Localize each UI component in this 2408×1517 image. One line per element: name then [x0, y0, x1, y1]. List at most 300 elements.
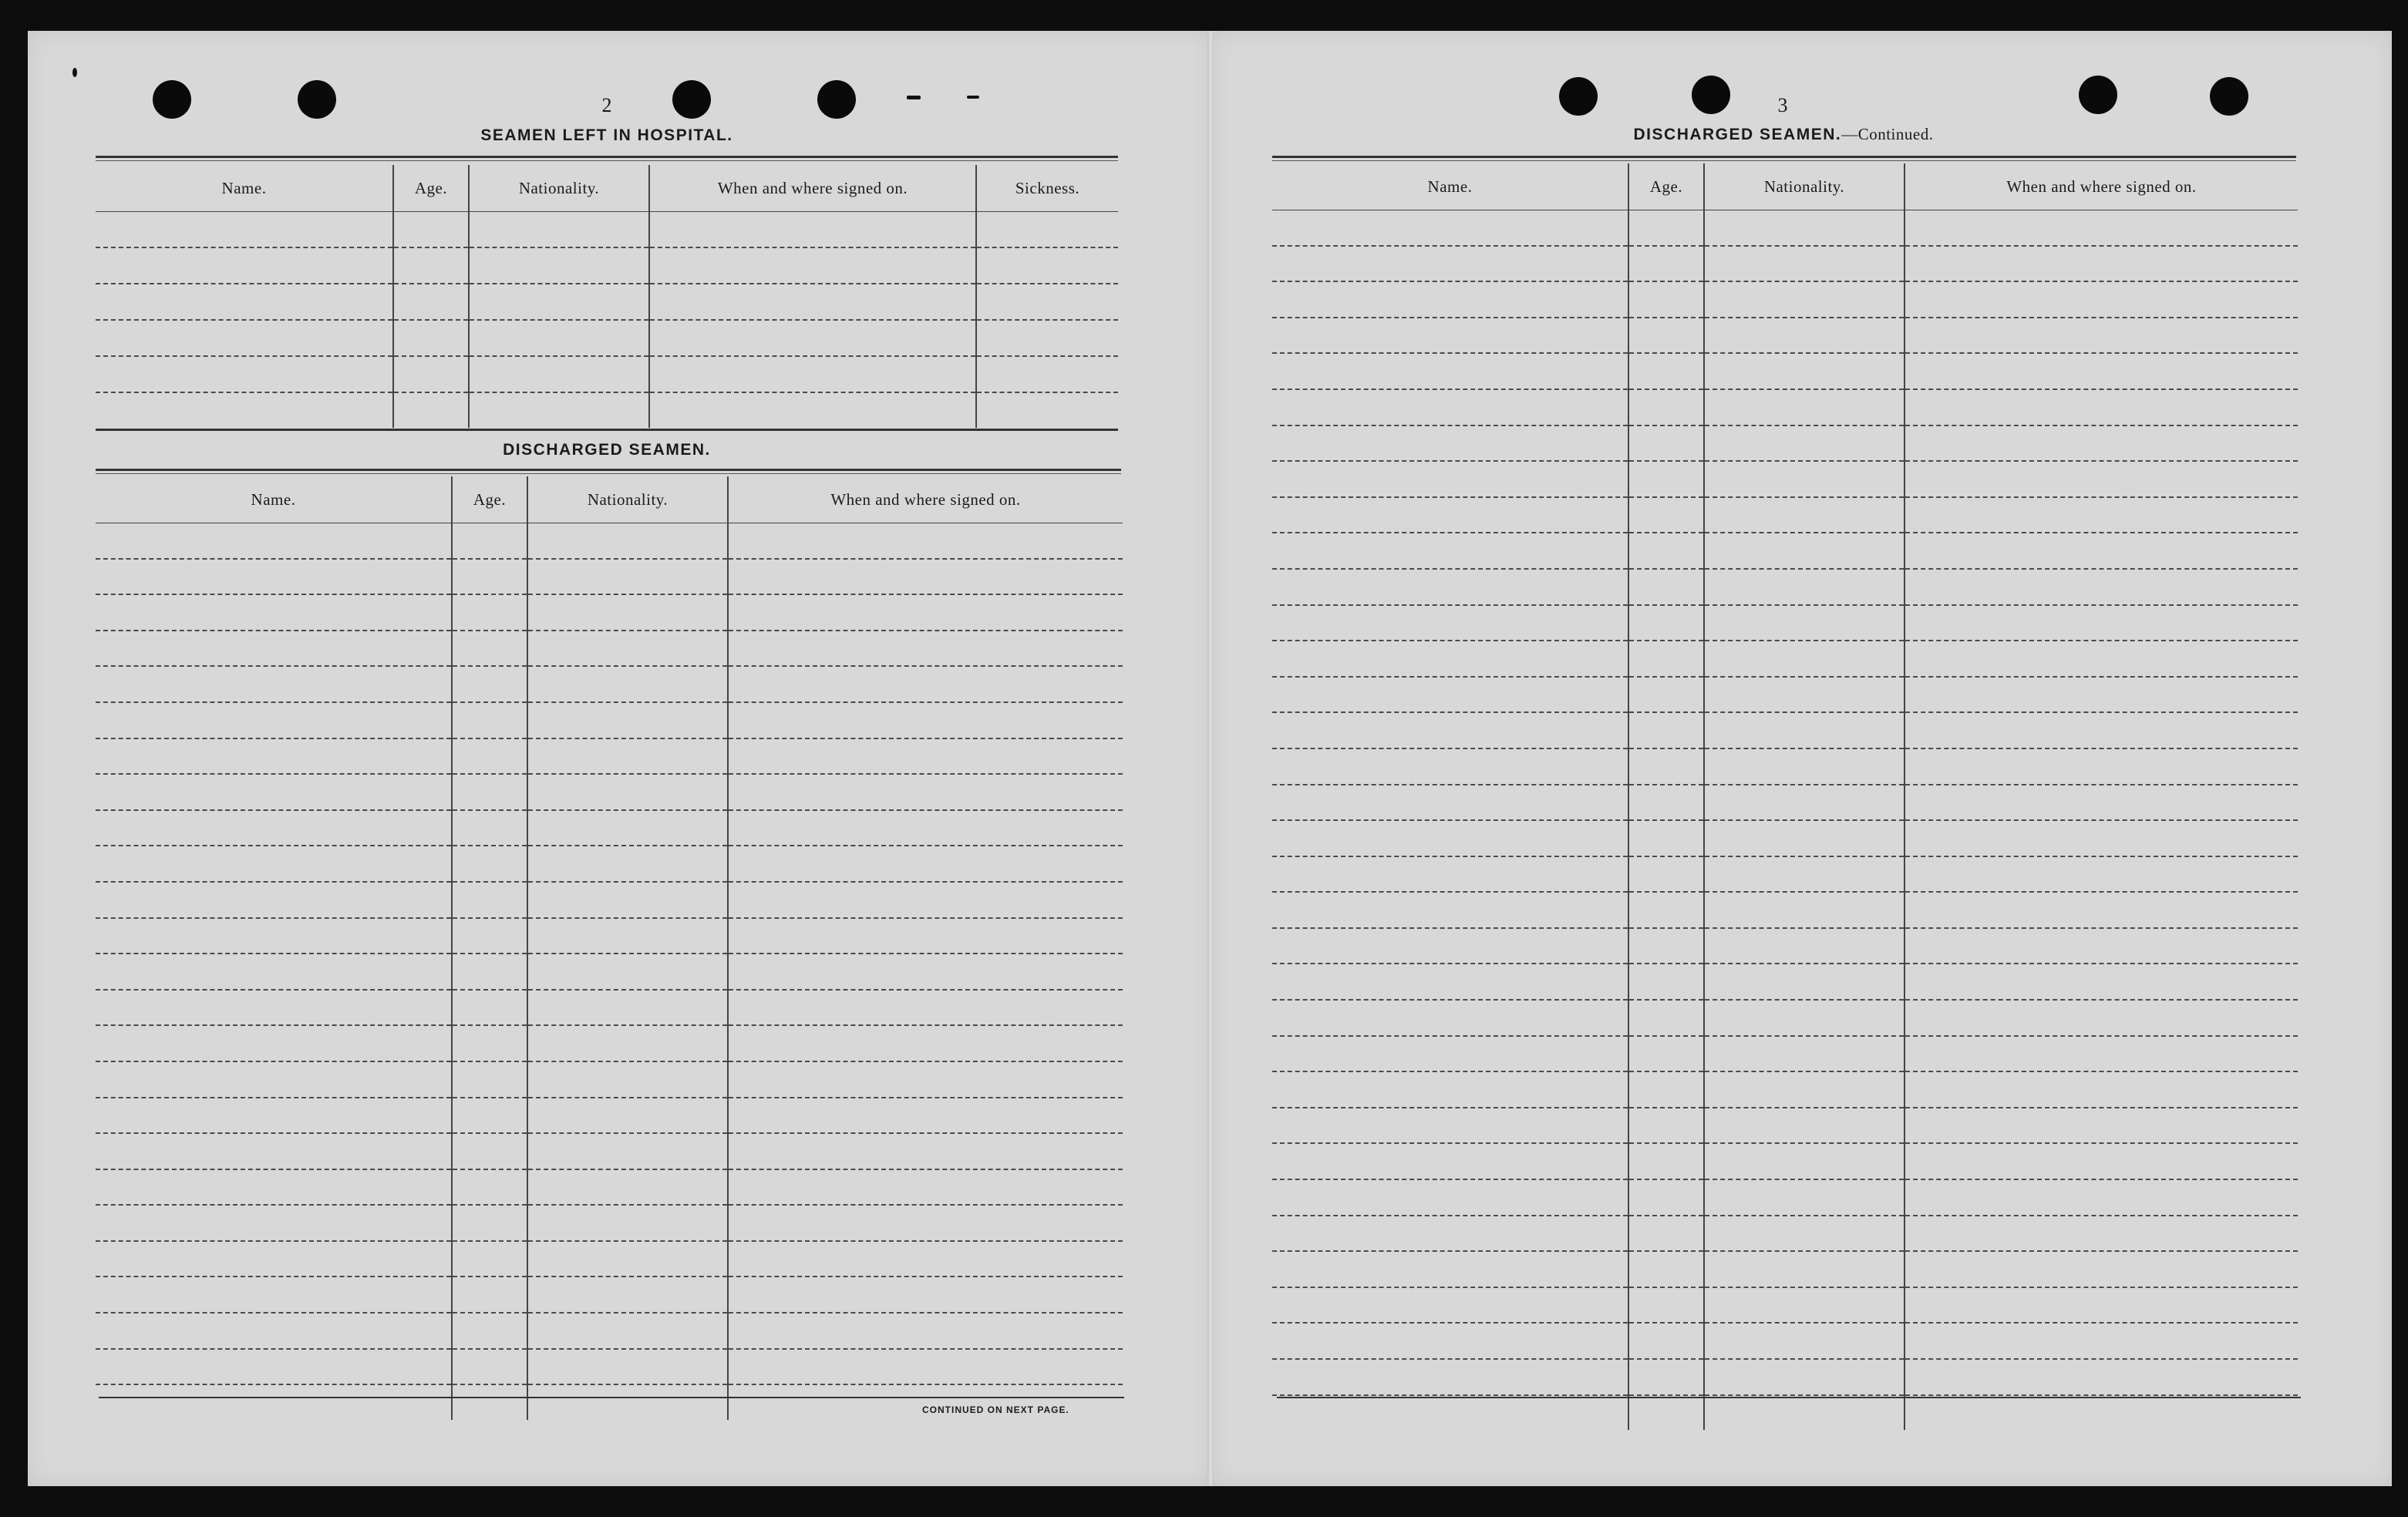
table-cell: [1905, 389, 2298, 426]
table-row: [1272, 1071, 2298, 1108]
table-cell: [452, 1241, 527, 1277]
column-header-name: Name.: [96, 165, 393, 212]
table-cell: [393, 356, 469, 392]
table-cell: [1704, 1395, 1905, 1431]
table-cell: [1272, 1179, 1628, 1216]
table-cell: [452, 774, 527, 810]
footer-rule: [99, 1397, 1124, 1398]
table-cell: [1272, 1108, 1628, 1144]
table-cell: [527, 1241, 728, 1277]
table-cell: [1704, 389, 1905, 426]
table-cell: [452, 1025, 527, 1061]
page-number: 3: [1777, 94, 1788, 116]
table-cell: [1628, 856, 1704, 893]
table-cell: [1704, 210, 1905, 246]
table-row: [1272, 210, 2298, 246]
table-cell: [527, 738, 728, 775]
table-cell: [96, 990, 452, 1026]
table-cell: [527, 774, 728, 810]
table-cell: [452, 559, 527, 595]
table-cell: [96, 738, 452, 775]
table-cell: [1704, 426, 1905, 462]
table-row: [1272, 748, 2298, 785]
table-row: [1272, 964, 2298, 1000]
table-row: [96, 559, 1123, 595]
table-cell: [527, 702, 728, 738]
table-cell: [96, 392, 393, 428]
table-cell: [1628, 1071, 1704, 1108]
table-cell: [452, 1133, 527, 1169]
section-title-text: DISCHARGED SEAMEN.: [1633, 126, 1842, 143]
table-cell: [393, 247, 469, 284]
table-cell: [1905, 1000, 2298, 1036]
table-cell: [96, 918, 452, 954]
table-cell: [1704, 1179, 1905, 1216]
table-cell: [1905, 1359, 2298, 1395]
table-cell: [1628, 353, 1704, 389]
table-cell: [1272, 210, 1628, 246]
table-row: [96, 846, 1123, 882]
table-cell: [452, 1205, 527, 1241]
table-cell: [1905, 569, 2298, 605]
table-cell: [1905, 1036, 2298, 1072]
table-row: [96, 594, 1123, 631]
table-cell: [728, 594, 1123, 631]
table-cell: [728, 1025, 1123, 1061]
table-cell: [1272, 820, 1628, 856]
table-cell: [728, 774, 1123, 810]
table-cell: [976, 392, 1118, 428]
table-cell: [1905, 1323, 2298, 1359]
table-row: [1272, 533, 2298, 569]
table-cell: [452, 810, 527, 846]
table-cell: [976, 284, 1118, 320]
discharged-table-left: [96, 476, 1123, 1420]
table-cell: [1272, 426, 1628, 462]
table-cell: [527, 1276, 728, 1313]
table-cell: [469, 212, 649, 248]
table-row: [1272, 785, 2298, 821]
table-cell: [527, 1384, 728, 1420]
table-cell: [1628, 1323, 1704, 1359]
table-cell: [96, 212, 393, 248]
column-header-nationality: Nationality.: [527, 476, 728, 523]
section-rule: [1272, 160, 2296, 161]
table-cell: [1272, 856, 1628, 893]
table-cell: [1905, 353, 2298, 389]
table-cell: [1272, 353, 1628, 389]
section-rule: [96, 469, 1121, 471]
table-row: [1272, 1036, 2298, 1072]
table-cell: [1272, 246, 1628, 282]
table-cell: [728, 918, 1123, 954]
table-cell: [96, 594, 452, 631]
section-rule: [96, 156, 1118, 158]
table-row: [96, 1313, 1123, 1349]
table-row: [96, 212, 1118, 248]
table-cell: [1628, 426, 1704, 462]
table-cell: [1704, 712, 1905, 748]
table-cell: [1272, 318, 1628, 354]
table-cell: [976, 247, 1118, 284]
table-cell: [1704, 353, 1905, 389]
table-cell: [1628, 928, 1704, 964]
table-row: [1272, 1179, 2298, 1216]
table-cell: [1272, 1251, 1628, 1287]
table-row: [96, 1169, 1123, 1206]
table-cell: [1704, 246, 1905, 282]
table-cell: [96, 702, 452, 738]
punch-hole: [2079, 76, 2117, 114]
table-row: [96, 810, 1123, 846]
column-header-signed-on: When and where signed on.: [1905, 163, 2298, 210]
table-cell: [976, 320, 1118, 356]
table-cell: [1905, 1251, 2298, 1287]
table-row: [96, 1133, 1123, 1169]
column-header-age: Age.: [1628, 163, 1704, 210]
table-cell: [452, 523, 527, 559]
table-cell: [1905, 1108, 2298, 1144]
table-row: [96, 954, 1123, 990]
table-cell: [1704, 1359, 1905, 1395]
table-cell: [1272, 1323, 1628, 1359]
table-row: [96, 356, 1118, 392]
section-rule: [1272, 156, 2296, 158]
table-cell: [1704, 1036, 1905, 1072]
table-cell: [96, 1276, 452, 1313]
table-cell: [1628, 712, 1704, 748]
table-cell: [1272, 1071, 1628, 1108]
table-row: [1272, 1395, 2298, 1431]
page-gutter: [1207, 31, 1214, 1486]
table-row: [1272, 246, 2298, 282]
table-cell: [96, 1133, 452, 1169]
table-cell: [1905, 964, 2298, 1000]
table-cell: [1905, 318, 2298, 354]
table-cell: [1628, 1287, 1704, 1324]
table-cell: [1628, 964, 1704, 1000]
table-cell: [1704, 928, 1905, 964]
table-cell: [728, 1205, 1123, 1241]
table-cell: [1905, 281, 2298, 318]
table-cell: [1272, 785, 1628, 821]
table-cell: [728, 631, 1123, 667]
table-row: [96, 320, 1118, 356]
table-cell: [1905, 461, 2298, 497]
table-cell: [1704, 964, 1905, 1000]
table-cell: [1272, 605, 1628, 641]
table-cell: [96, 1205, 452, 1241]
ink-speck: [72, 68, 77, 77]
table-cell: [1704, 281, 1905, 318]
table-cell: [527, 882, 728, 918]
table-cell: [1628, 1143, 1704, 1179]
table-cell: [728, 990, 1123, 1026]
table-cell: [1905, 497, 2298, 533]
table-cell: [649, 320, 976, 356]
column-header-nationality: Nationality.: [1704, 163, 1905, 210]
table-cell: [527, 990, 728, 1026]
table-cell: [452, 738, 527, 775]
table-cell: [393, 284, 469, 320]
table-cell: [1905, 785, 2298, 821]
table-row: [96, 1276, 1123, 1313]
table-cell: [452, 666, 527, 702]
table-cell: [728, 882, 1123, 918]
table-cell: [728, 523, 1123, 559]
table-cell: [1272, 497, 1628, 533]
punch-hole: [2210, 77, 2248, 116]
footer-rule: [1277, 1397, 2301, 1398]
table-row: [1272, 353, 2298, 389]
table-cell: [469, 247, 649, 284]
table-row: [1272, 1143, 2298, 1179]
punch-hole: [298, 80, 336, 119]
table-cell: [96, 882, 452, 918]
table-cell: [1272, 1287, 1628, 1324]
table-cell: [527, 666, 728, 702]
section-title-discharged: DISCHARGED SEAMEN.: [503, 441, 711, 459]
table-cell: [527, 1098, 728, 1134]
table-cell: [1628, 569, 1704, 605]
table-row: [1272, 820, 2298, 856]
table-cell: [1905, 1287, 2298, 1324]
table-row: [96, 1098, 1123, 1134]
table-row: [96, 523, 1123, 559]
table-cell: [1628, 461, 1704, 497]
table-cell: [1272, 389, 1628, 426]
table-cell: [452, 882, 527, 918]
table-row: [1272, 928, 2298, 964]
table-cell: [1905, 1143, 2298, 1179]
table-cell: [1628, 281, 1704, 318]
table-cell: [728, 559, 1123, 595]
table-cell: [452, 990, 527, 1026]
table-cell: [527, 810, 728, 846]
table-cell: [1628, 641, 1704, 677]
table-cell: [1628, 497, 1704, 533]
table-row: [1272, 1359, 2298, 1395]
table-cell: [1905, 712, 2298, 748]
table-row: [96, 631, 1123, 667]
table-cell: [452, 1313, 527, 1349]
table-cell: [1704, 318, 1905, 354]
table-cell: [96, 284, 393, 320]
table-cell: [1628, 1036, 1704, 1072]
table-cell: [452, 1169, 527, 1206]
table-cell: [96, 954, 452, 990]
table-cell: [1628, 533, 1704, 569]
table-row: [1272, 641, 2298, 677]
table-cell: [1905, 1395, 2298, 1431]
table-cell: [1905, 892, 2298, 928]
table-cell: [1628, 1108, 1704, 1144]
table-cell: [649, 392, 976, 428]
table-cell: [96, 1169, 452, 1206]
table-cell: [469, 284, 649, 320]
table-cell: [728, 738, 1123, 775]
table-cell: [1628, 389, 1704, 426]
table-cell: [527, 846, 728, 882]
table-cell: [96, 1061, 452, 1098]
table-cell: [1628, 1359, 1704, 1395]
table-cell: [96, 810, 452, 846]
table-row: [1272, 677, 2298, 713]
punch-hole: [672, 80, 711, 119]
table-cell: [1628, 210, 1704, 246]
table-cell: [1704, 605, 1905, 641]
table-cell: [1905, 641, 2298, 677]
table-cell: [452, 594, 527, 631]
table-row: [96, 738, 1123, 775]
table-cell: [1628, 1216, 1704, 1252]
table-cell: [1272, 1036, 1628, 1072]
table-cell: [1704, 461, 1905, 497]
column-header-name: Name.: [96, 476, 452, 523]
section-title-suffix: —Continued.: [1841, 125, 1934, 143]
table-row: [96, 1241, 1123, 1277]
table-row: [96, 1061, 1123, 1098]
table-row: [96, 702, 1123, 738]
table-cell: [728, 1133, 1123, 1169]
table-cell: [649, 212, 976, 248]
table-row: [96, 284, 1118, 320]
table-cell: [728, 1313, 1123, 1349]
table-cell: [1272, 569, 1628, 605]
table-cell: [1628, 318, 1704, 354]
table-cell: [1272, 1143, 1628, 1179]
table-cell: [96, 523, 452, 559]
table-cell: [96, 631, 452, 667]
table-cell: [452, 846, 527, 882]
table-cell: [469, 392, 649, 428]
column-header-name: Name.: [1272, 163, 1628, 210]
table-cell: [527, 631, 728, 667]
table-cell: [1704, 1251, 1905, 1287]
table-cell: [1628, 748, 1704, 785]
table-row: [1272, 569, 2298, 605]
table-cell: [1272, 1395, 1628, 1431]
table-row: [96, 1349, 1123, 1385]
continued-note: CONTINUED ON NEXT PAGE.: [922, 1404, 1069, 1415]
table-cell: [728, 846, 1123, 882]
table-row: [1272, 892, 2298, 928]
table-cell: [728, 954, 1123, 990]
table-cell: [1704, 533, 1905, 569]
table-cell: [1272, 677, 1628, 713]
table-row: [1272, 426, 2298, 462]
table-cell: [1704, 785, 1905, 821]
table-cell: [1704, 1108, 1905, 1144]
table-cell: [1272, 964, 1628, 1000]
table-cell: [1272, 1359, 1628, 1395]
table-cell: [1272, 892, 1628, 928]
table-cell: [728, 1276, 1123, 1313]
table-row: [96, 918, 1123, 954]
ink-speck: [967, 96, 979, 99]
table-cell: [976, 212, 1118, 248]
table-cell: [1704, 569, 1905, 605]
table-cell: [1905, 605, 2298, 641]
table-cell: [527, 1025, 728, 1061]
table-row: [1272, 281, 2298, 318]
table-row: [96, 392, 1118, 428]
table-cell: [452, 631, 527, 667]
table-cell: [469, 320, 649, 356]
table-cell: [1628, 605, 1704, 641]
table-cell: [452, 702, 527, 738]
table-cell: [96, 559, 452, 595]
table-cell: [1628, 820, 1704, 856]
table-cell: [452, 1061, 527, 1098]
table-cell: [728, 1169, 1123, 1206]
table-cell: [1905, 1216, 2298, 1252]
table-cell: [1905, 820, 2298, 856]
table-row: [96, 666, 1123, 702]
table-cell: [1272, 533, 1628, 569]
section-rule: [96, 473, 1121, 474]
table-cell: [527, 1061, 728, 1098]
punch-hole: [153, 80, 191, 119]
table-cell: [728, 810, 1123, 846]
table-cell: [1628, 892, 1704, 928]
table-cell: [1272, 712, 1628, 748]
table-cell: [393, 320, 469, 356]
table-cell: [393, 392, 469, 428]
table-cell: [1704, 641, 1905, 677]
table-cell: [728, 1098, 1123, 1134]
table-cell: [452, 1098, 527, 1134]
table-row: [96, 1205, 1123, 1241]
table-cell: [1704, 1287, 1905, 1324]
table-cell: [649, 356, 976, 392]
table-cell: [1905, 748, 2298, 785]
table-row: [1272, 1323, 2298, 1359]
table-cell: [1905, 928, 2298, 964]
table-cell: [728, 1241, 1123, 1277]
table-row: [1272, 1287, 2298, 1324]
table-row: [1272, 389, 2298, 426]
table-cell: [469, 356, 649, 392]
table-cell: [527, 523, 728, 559]
table-cell: [728, 1061, 1123, 1098]
table-cell: [1704, 748, 1905, 785]
table-row: [1272, 1108, 2298, 1144]
table-cell: [1905, 677, 2298, 713]
table-cell: [1272, 748, 1628, 785]
table-cell: [1704, 497, 1905, 533]
discharged-table-right: [1272, 163, 2298, 1430]
table-cell: [1905, 533, 2298, 569]
section-title-hospital: SEAMEN LEFT IN HOSPITAL.: [480, 126, 733, 144]
table-cell: [393, 212, 469, 248]
table-cell: [1704, 1323, 1905, 1359]
table-cell: [527, 954, 728, 990]
table-cell: [1905, 1179, 2298, 1216]
table-cell: [452, 1384, 527, 1420]
table-cell: [1272, 1000, 1628, 1036]
table-cell: [1704, 892, 1905, 928]
table-cell: [1704, 1000, 1905, 1036]
table-cell: [649, 284, 976, 320]
table-row: [96, 1025, 1123, 1061]
table-cell: [96, 846, 452, 882]
table-row: [1272, 1216, 2298, 1252]
table-cell: [96, 774, 452, 810]
table-cell: [1272, 461, 1628, 497]
punch-hole: [1559, 77, 1598, 116]
punch-hole: [1692, 76, 1730, 114]
